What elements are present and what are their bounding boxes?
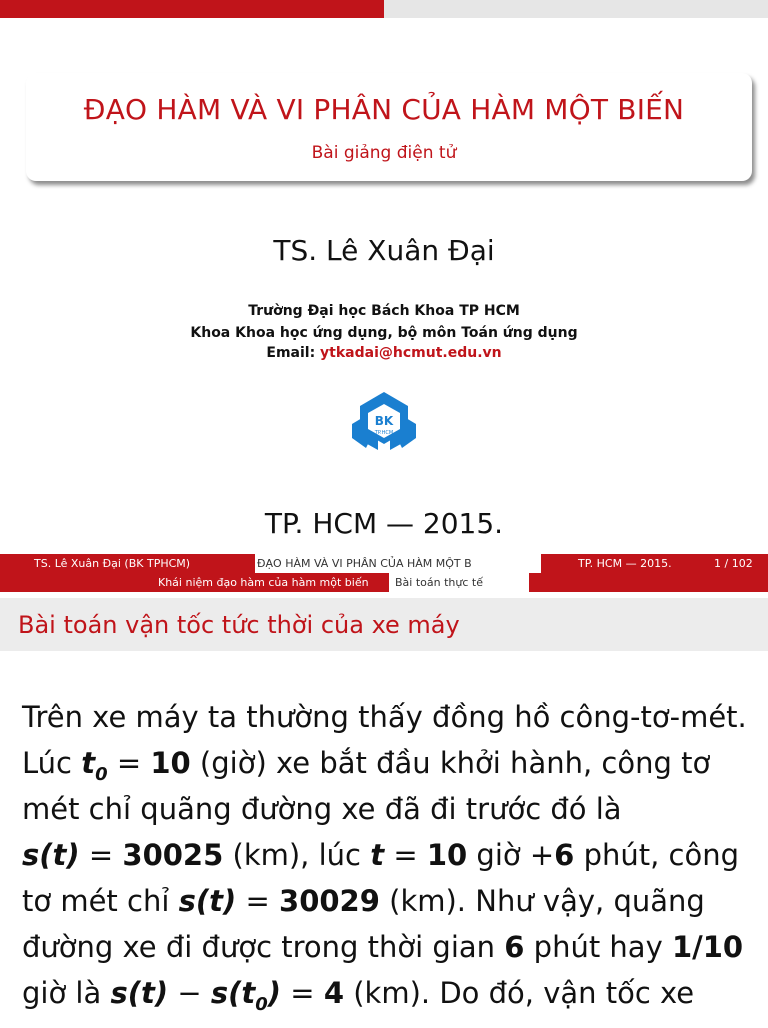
math-number: 10: [426, 838, 468, 872]
math-number: 6: [554, 838, 575, 872]
slide-body: [22, 694, 752, 1016]
footer-title-block: [255, 554, 541, 573]
email-line: [0, 345, 768, 361]
logo-text-sub: TP.HCM: [374, 430, 394, 436]
logo-text-main: BK: [374, 414, 394, 428]
math-number: 30029: [279, 884, 380, 918]
footer-bar: [0, 554, 768, 573]
progress-empty: [384, 0, 768, 18]
email-link[interactable]: ytkadai@hcmut.edu.vn: [320, 345, 502, 361]
frame-title-bar: [0, 598, 768, 651]
body-text-span: (km), lúc: [223, 838, 371, 872]
body-text-span: =: [107, 746, 151, 780]
body-text-span: giờ +: [467, 838, 555, 872]
body-line-3: [22, 786, 752, 832]
math-number: 4: [323, 976, 344, 1010]
math-number: 30025: [122, 838, 224, 872]
math-symbol: t: [81, 746, 96, 780]
top-progress-bar: [0, 0, 768, 18]
footer-page-number: 1 / 102: [714, 557, 753, 570]
email-label: Email:: [266, 345, 316, 361]
body-text-span: giờ là: [22, 976, 111, 1010]
math-subscript: 0: [95, 763, 108, 785]
math-expression: s(t): [178, 884, 237, 918]
math-symbol: s(t: [210, 976, 256, 1010]
nav-subsection-label: Bài toán thực tế: [395, 576, 483, 589]
institution-department: Khoa Khoa học ứng dụng, bộ môn Toán ứng dụng: [190, 325, 578, 341]
footer-author-institution: TS. Lê Xuân Đại (BK TPHCM): [34, 557, 191, 570]
institution-university: Trường Đại học Bách Khoa TP HCM: [248, 303, 520, 319]
nav-subsection-current[interactable]: [389, 573, 529, 592]
body-line-5: [22, 878, 752, 924]
progress-filled: [0, 0, 384, 18]
body-text-span: mét chỉ quãng đường xe đã đi trước đó là: [22, 792, 622, 826]
body-text-span: =: [281, 976, 324, 1010]
math-expression: s(t): [110, 976, 169, 1010]
body-text-span: Trên xe máy ta thường thấy đồng hồ công-tơ-mét.: [22, 700, 747, 734]
math-number: 10: [150, 746, 191, 780]
bk-hcmut-logo-icon: [348, 390, 420, 460]
body-line-2: [22, 740, 752, 786]
body-text-span: (km). Do đó, vận tốc xe: [344, 976, 695, 1010]
body-text-span: =: [79, 838, 123, 872]
body-text-span: tơ mét chỉ: [22, 884, 179, 918]
math-fraction: 1/10: [671, 930, 744, 964]
body-text-span: =: [384, 838, 427, 872]
nav-section-link[interactable]: Khái niệm đạo hàm của hàm một biến: [158, 576, 369, 589]
body-text-span: (km). Như vậy, quãng: [379, 884, 705, 918]
title-box: [26, 73, 752, 181]
section-navigation-bar: [0, 573, 768, 592]
math-symbol: t: [370, 838, 385, 872]
body-line-4: [22, 832, 752, 878]
body-text-span: đường xe đi được trong thời gian: [22, 930, 505, 964]
body-line-1: [22, 694, 752, 740]
body-text-span: =: [236, 884, 280, 918]
presentation-subtitle: Bài giảng điện tử: [311, 143, 457, 163]
body-text-span: Lúc: [22, 746, 82, 780]
math-symbol: ): [267, 976, 282, 1010]
body-text-span: phút hay: [524, 930, 672, 964]
footer-short-title: ĐẠO HÀM VÀ VI PHÂN CỦA HÀM MỘT B: [257, 557, 472, 570]
body-line-7: [22, 970, 752, 1016]
body-text-span: −: [168, 976, 211, 1010]
math-subscript: 0: [255, 993, 268, 1015]
math-var-t: [81, 746, 108, 785]
body-line-6: [22, 924, 752, 970]
body-text-span: (giờ) xe bắt đầu khởi hành, công tơ: [190, 746, 711, 780]
math-number: 6: [504, 930, 525, 964]
presentation-title: ĐẠO HÀM VÀ VI PHÂN CỦA HÀM MỘT BIẾN: [83, 93, 685, 126]
author-name: TS. Lê Xuân Đại: [273, 234, 495, 267]
math-expression: [210, 976, 282, 1015]
body-text-span: phút, công: [574, 838, 740, 872]
math-expression: s(t): [22, 838, 80, 872]
place-date: TP. HCM — 2015.: [264, 507, 504, 540]
footer-date: TP. HCM — 2015.: [578, 557, 672, 570]
frame-title: Bài toán vận tốc tức thời của xe máy: [18, 611, 460, 639]
